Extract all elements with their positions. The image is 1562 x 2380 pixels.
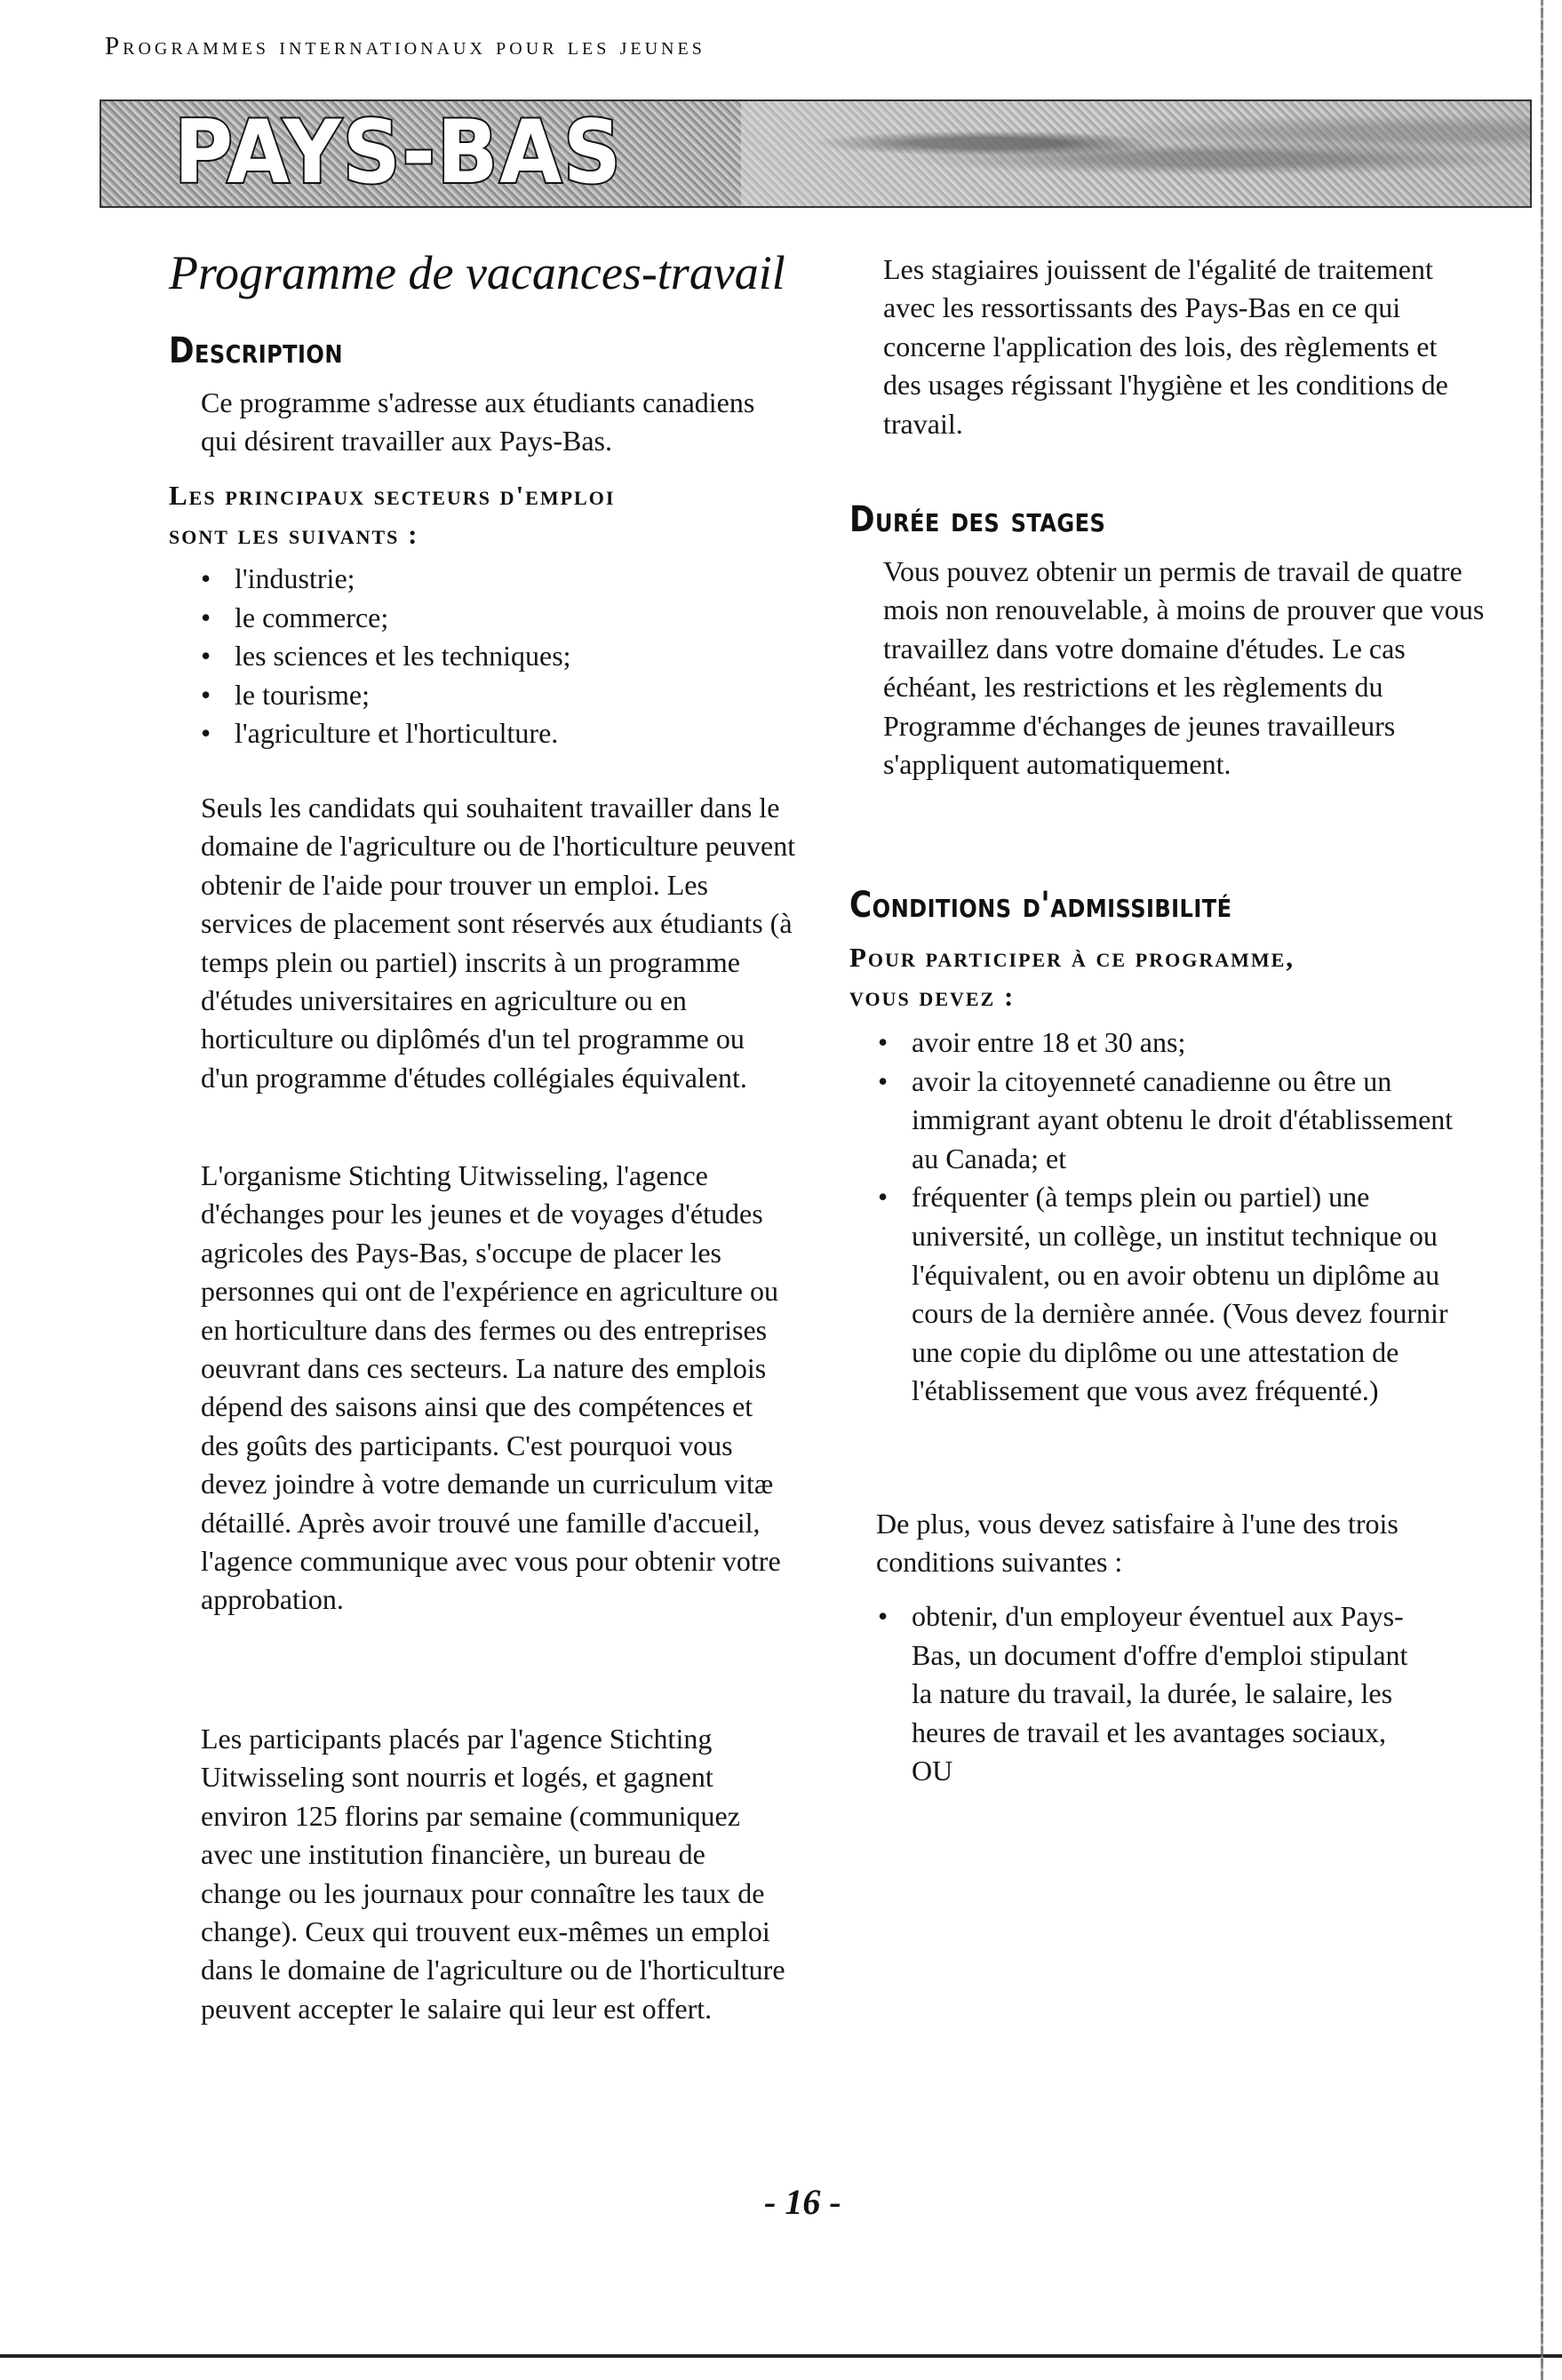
- duration-text: Vous pouvez obtenir un permis de travail de quatre mois non renouvelable, à moins de prouver que vous travaillez dans votre domaine d'études. Le cas échéant, les restrictions et les règlements du Programme d'échanges de jeunes travailleurs s'appliquent automatiquement.: [883, 555, 1485, 781]
- list-item: • l'agriculture et l'horticulture.: [201, 714, 787, 753]
- program-title: Programme de vacances-travail: [169, 246, 785, 299]
- banner-texture: [741, 101, 1530, 206]
- list-item: • le tourisme;: [201, 676, 787, 715]
- duration-heading: Durée des stages: [849, 499, 1106, 540]
- running-head: Programmes internationaux pour les jeunes: [105, 32, 705, 60]
- description-para-2: L'organisme Stichting Uitwisseling, l'agence d'échanges pour les jeunes et de voyages d'études agricoles des Pays-Bas, s'occupe de placer les personnes qui ont de l'expérience en agriculture ou en horticulture dans des fermes ou des entreprises oeuvrant dans ces secteurs. La nature des emplois dépend des saisons ainsi que des compétences et des goûts des participants. C'est pourquoi vous devez joindre à votre demande un curriculum vitæ détaillé. Après avoir trouvé une famille d'accueil, l'agence communique avec vous pour obtenir votre approbation.: [201, 1159, 781, 1616]
- banner-title: PAYS-BAS: [174, 102, 623, 203]
- description-intro: Ce programme s'adresse aux étudiants canadiens qui désirent travailler aux Pays-Bas.: [201, 386, 755, 458]
- sectors-list: [201, 560, 787, 753]
- sectors-heading-line2: sont les suivants :: [169, 519, 419, 550]
- description-para-4: Les stagiaires jouissent de l'égalité de traitement avec les ressortissants des Pays-Bas en ce qui concerne l'application des lois, des règlements et des usages régissant l'hygiène et les conditions de travail.: [883, 253, 1448, 440]
- eligibility-options-list: [878, 1597, 1411, 1791]
- country-banner: [100, 99, 1532, 208]
- list-item: • obtenir, d'un employeur éventuel aux Pays-Bas, un document d'offre d'emploi stipulant la nature du travail, la durée, le salaire, les heures de travail et les avantages sociaux, OU: [878, 1597, 1411, 1791]
- eligibility-heading: Conditions d'admissibilité: [849, 885, 1232, 926]
- list-item: • avoir entre 18 et 30 ans;: [878, 1023, 1464, 1063]
- eligibility-sub-line1: Pour participer à ce programme,: [849, 942, 1295, 973]
- eligibility-list: [878, 1023, 1464, 1411]
- scan-edge: [1541, 0, 1543, 2380]
- bottom-rule: [0, 2354, 1562, 2358]
- eligibility-more: De plus, vous devez satisfaire à l'une des trois conditions suivantes :: [876, 1508, 1399, 1579]
- list-item: • les sciences et les techniques;: [201, 637, 787, 676]
- list-item: • l'industrie;: [201, 560, 787, 599]
- list-item: • avoir la citoyenneté canadienne ou être un immigrant ayant obtenu le droit d'établissement au Canada; et: [878, 1063, 1464, 1179]
- eligibility-sub-line2: vous devez :: [849, 981, 1016, 1012]
- list-item: • le commerce;: [201, 599, 787, 638]
- list-item: • fréquenter (à temps plein ou partiel) une université, un collège, un institut technique ou l'équivalent, ou en avoir obtenu un diplôme au cours de la dernière année. (Vous devez fournir une copie du diplôme ou une attestation de l'établissement que vous avez fréquenté.): [878, 1178, 1464, 1411]
- sectors-heading-line1: Les principaux secteurs d'emploi: [169, 480, 616, 511]
- description-para-1: Seuls les candidats qui souhaitent travailler dans le domaine de l'agriculture ou de l'horticulture peuvent obtenir de l'aide pour trouver un emploi. Les services de placement sont réservés aux étudiants (à temps plein ou partiel) inscrits à un programme d'études universitaires en agriculture ou en horticulture ou diplômés d'un tel programme ou d'un programme d'études collégiales équivalent.: [201, 792, 796, 1094]
- description-heading: Description: [169, 330, 343, 371]
- page-number: - 16 -: [764, 2182, 841, 2222]
- description-para-3: Les participants placés par l'agence Stichting Uitwisseling sont nourris et logés, et gagnent environ 125 florins par semaine (communiquez avec une institution financière, un bureau de change ou les journaux pour connaître les taux de change). Ceux qui trouvent eux-mêmes un emploi dans le domaine de l'agriculture ou de l'horticulture peuvent accepter le salaire qui leur est offert.: [201, 1723, 785, 2025]
